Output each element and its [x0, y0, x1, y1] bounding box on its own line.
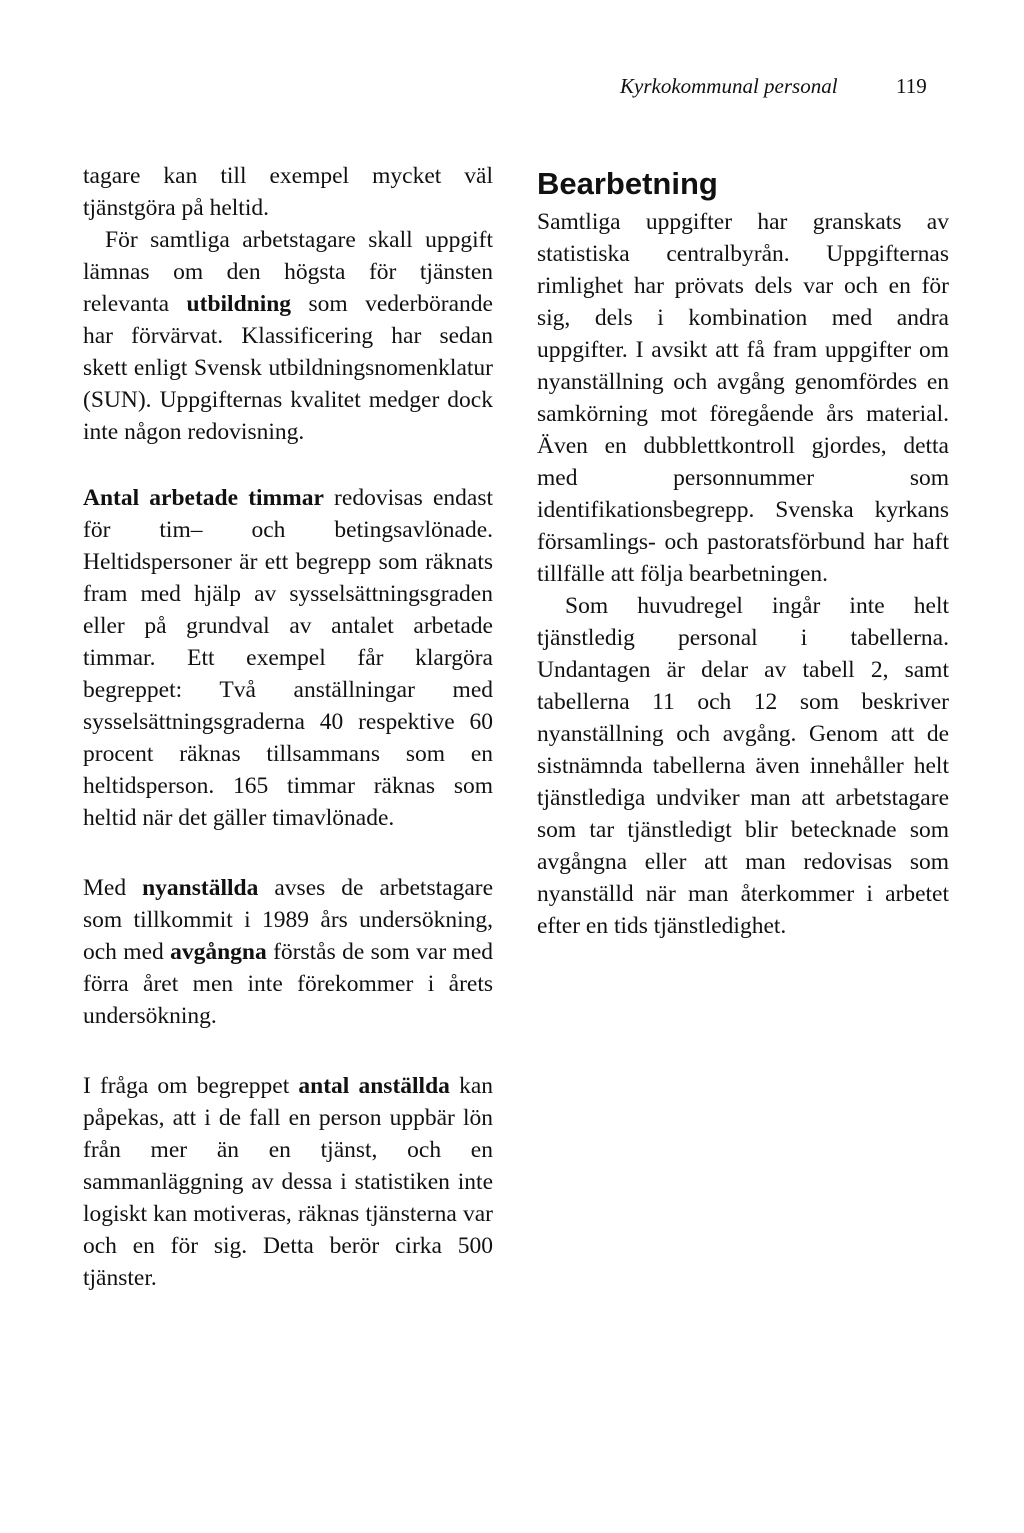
section-heading: Bearbetning — [537, 166, 718, 201]
paragraph-text: I fråga om begreppet — [83, 1073, 299, 1099]
running-title: Kyrkokommunal personal — [620, 74, 838, 98]
paragraph-heltid: tagare kan till exempel mycket väl tjänstgöra på heltid. — [83, 163, 493, 221]
paragraph-arbetade-timmar — [83, 482, 493, 834]
paragraph-huvudregel: Som huvudregel ingår inte helt tjänstledig personal i tabellerna. Undantagen är delar av tabell 2, samt tabellerna 11 och 12 som beskriver nyanställning och avgång. Genom att de sistnämnda tabellerna även innehåller helt tjänstlediga undviker man att arbetstagare som tar tjänstledigt blir betecknade som avgångna eller att man redovisas som nyanställd när man återkommer i arbetet efter en tids tjänstledighet. — [537, 593, 949, 939]
term-avgangna: avgångna — [170, 939, 267, 965]
paragraph-text: För samtliga arbetstagare skall uppgift lämnas om den högsta för tjänsten relevanta — [83, 227, 493, 317]
term-antal-anstallda: antal anställda — [298, 1073, 450, 1099]
term-utbildning: utbildning — [186, 291, 292, 317]
paragraph-text: redovisas endast för tim– och betingsavlönade. Heltidspersoner är ett begrepp som räknats fram med hjälp av sysselsättningsgraden eller på grundval av antalet arbetade timmar. Ett exempel får klargöra begreppet: Två anställningar med sysselsättningsgraderna 40 respektive 60 procent räknas tillsammans som en heltidsperson. 165 timmar räknas som heltid när det gäller timavlönade. — [83, 485, 494, 831]
paragraph-antal-anstallda — [83, 1070, 493, 1294]
left-column — [83, 160, 493, 1294]
paragraph-text: Med — [83, 875, 143, 901]
page-number: 119 — [896, 74, 927, 98]
paragraph-text: förstås de som var med förra året men inte förekommer i årets undersökning. — [83, 939, 493, 1029]
paragraph-text: kan påpekas, att i de fall en person uppbär lön från mer än en tjänst, och en sammanläggning av dessa i statistiken inte logiskt kan motiveras, räknas tjänsterna var och en för sig. Detta berör cirka 500 tjänster. — [83, 1073, 494, 1291]
paragraph-utbildning — [83, 224, 493, 448]
paragraph-text: avses de arbetstagare som tillkommit i 1989 års undersökning, och med — [83, 875, 494, 965]
running-header — [620, 70, 940, 102]
paragraph-text: som vederbörande har förvärvat. Klassificering har sedan skett enligt Svensk utbildningsnomenklatur (SUN). Uppgifternas kvalitet medger dock inte någon redovisning. — [83, 291, 493, 445]
right-column — [537, 160, 949, 942]
term-antal-arbetade-timmar: Antal arbetade timmar — [83, 485, 324, 511]
term-nyanstallda: nyanställda — [142, 875, 259, 901]
paragraph-granskning: Samtliga uppgifter har granskats av statistiska centralbyrån. Uppgifternas rimlighet har prövats dels var och en för sig, dels i kombination med andra uppgifter. I avsikt att få fram uppgifter om nyanställning och avgång genomfördes en samkörning mot föregående års material. Även en dubblettkontroll gjordes, detta med personnummer som identifikationsbegrepp. Svenska kyrkans församlings- och pastoratsförbund har haft tillfälle att följa bearbetningen. — [537, 209, 949, 587]
paragraph-nyanstallda — [83, 872, 493, 1032]
